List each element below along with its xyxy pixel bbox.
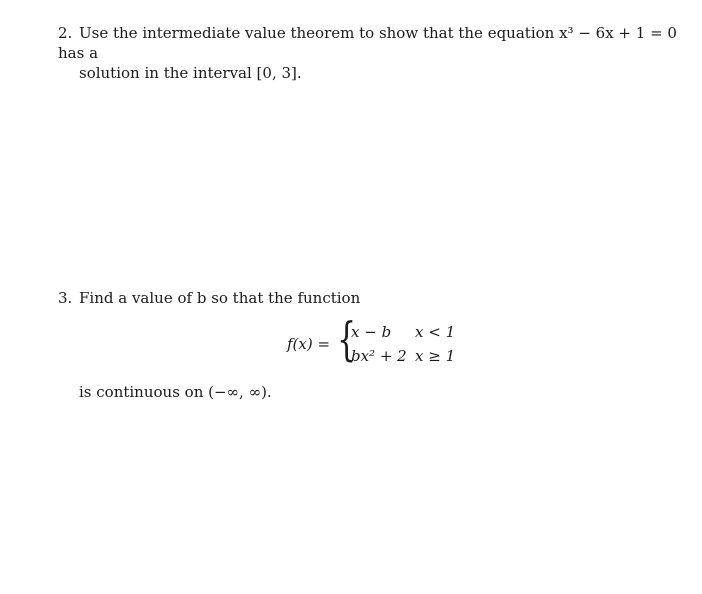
problem-2 <box>58 23 678 83</box>
problem-3-conclusion: is continuous on (−∞, ∞). <box>79 383 272 401</box>
problem-3-number: 3. <box>58 289 73 307</box>
problem-3 <box>58 288 678 308</box>
problem-3-intro-line <box>58 288 678 308</box>
problem-2-text: Use the intermediate value theorem to show that the equation x³ − 6x + 1 = 0 has a <box>58 24 677 62</box>
piecewise-function <box>287 312 487 370</box>
problem-3-intro: Find a value of b so that the function <box>79 289 361 307</box>
function-lhs: f(x) = <box>287 335 331 353</box>
case-1-condition: x < 1 <box>415 323 456 341</box>
case-1-expression: x − b <box>351 323 392 341</box>
case-2-expression: bx² + 2 <box>351 347 407 365</box>
problem-2-number: 2. <box>58 24 73 42</box>
problem-2-line-1 <box>58 23 678 63</box>
left-brace: { <box>337 312 357 366</box>
problem-2-line-2: solution in the interval [0, 3]. <box>79 64 302 82</box>
case-2-condition: x ≥ 1 <box>415 347 456 365</box>
